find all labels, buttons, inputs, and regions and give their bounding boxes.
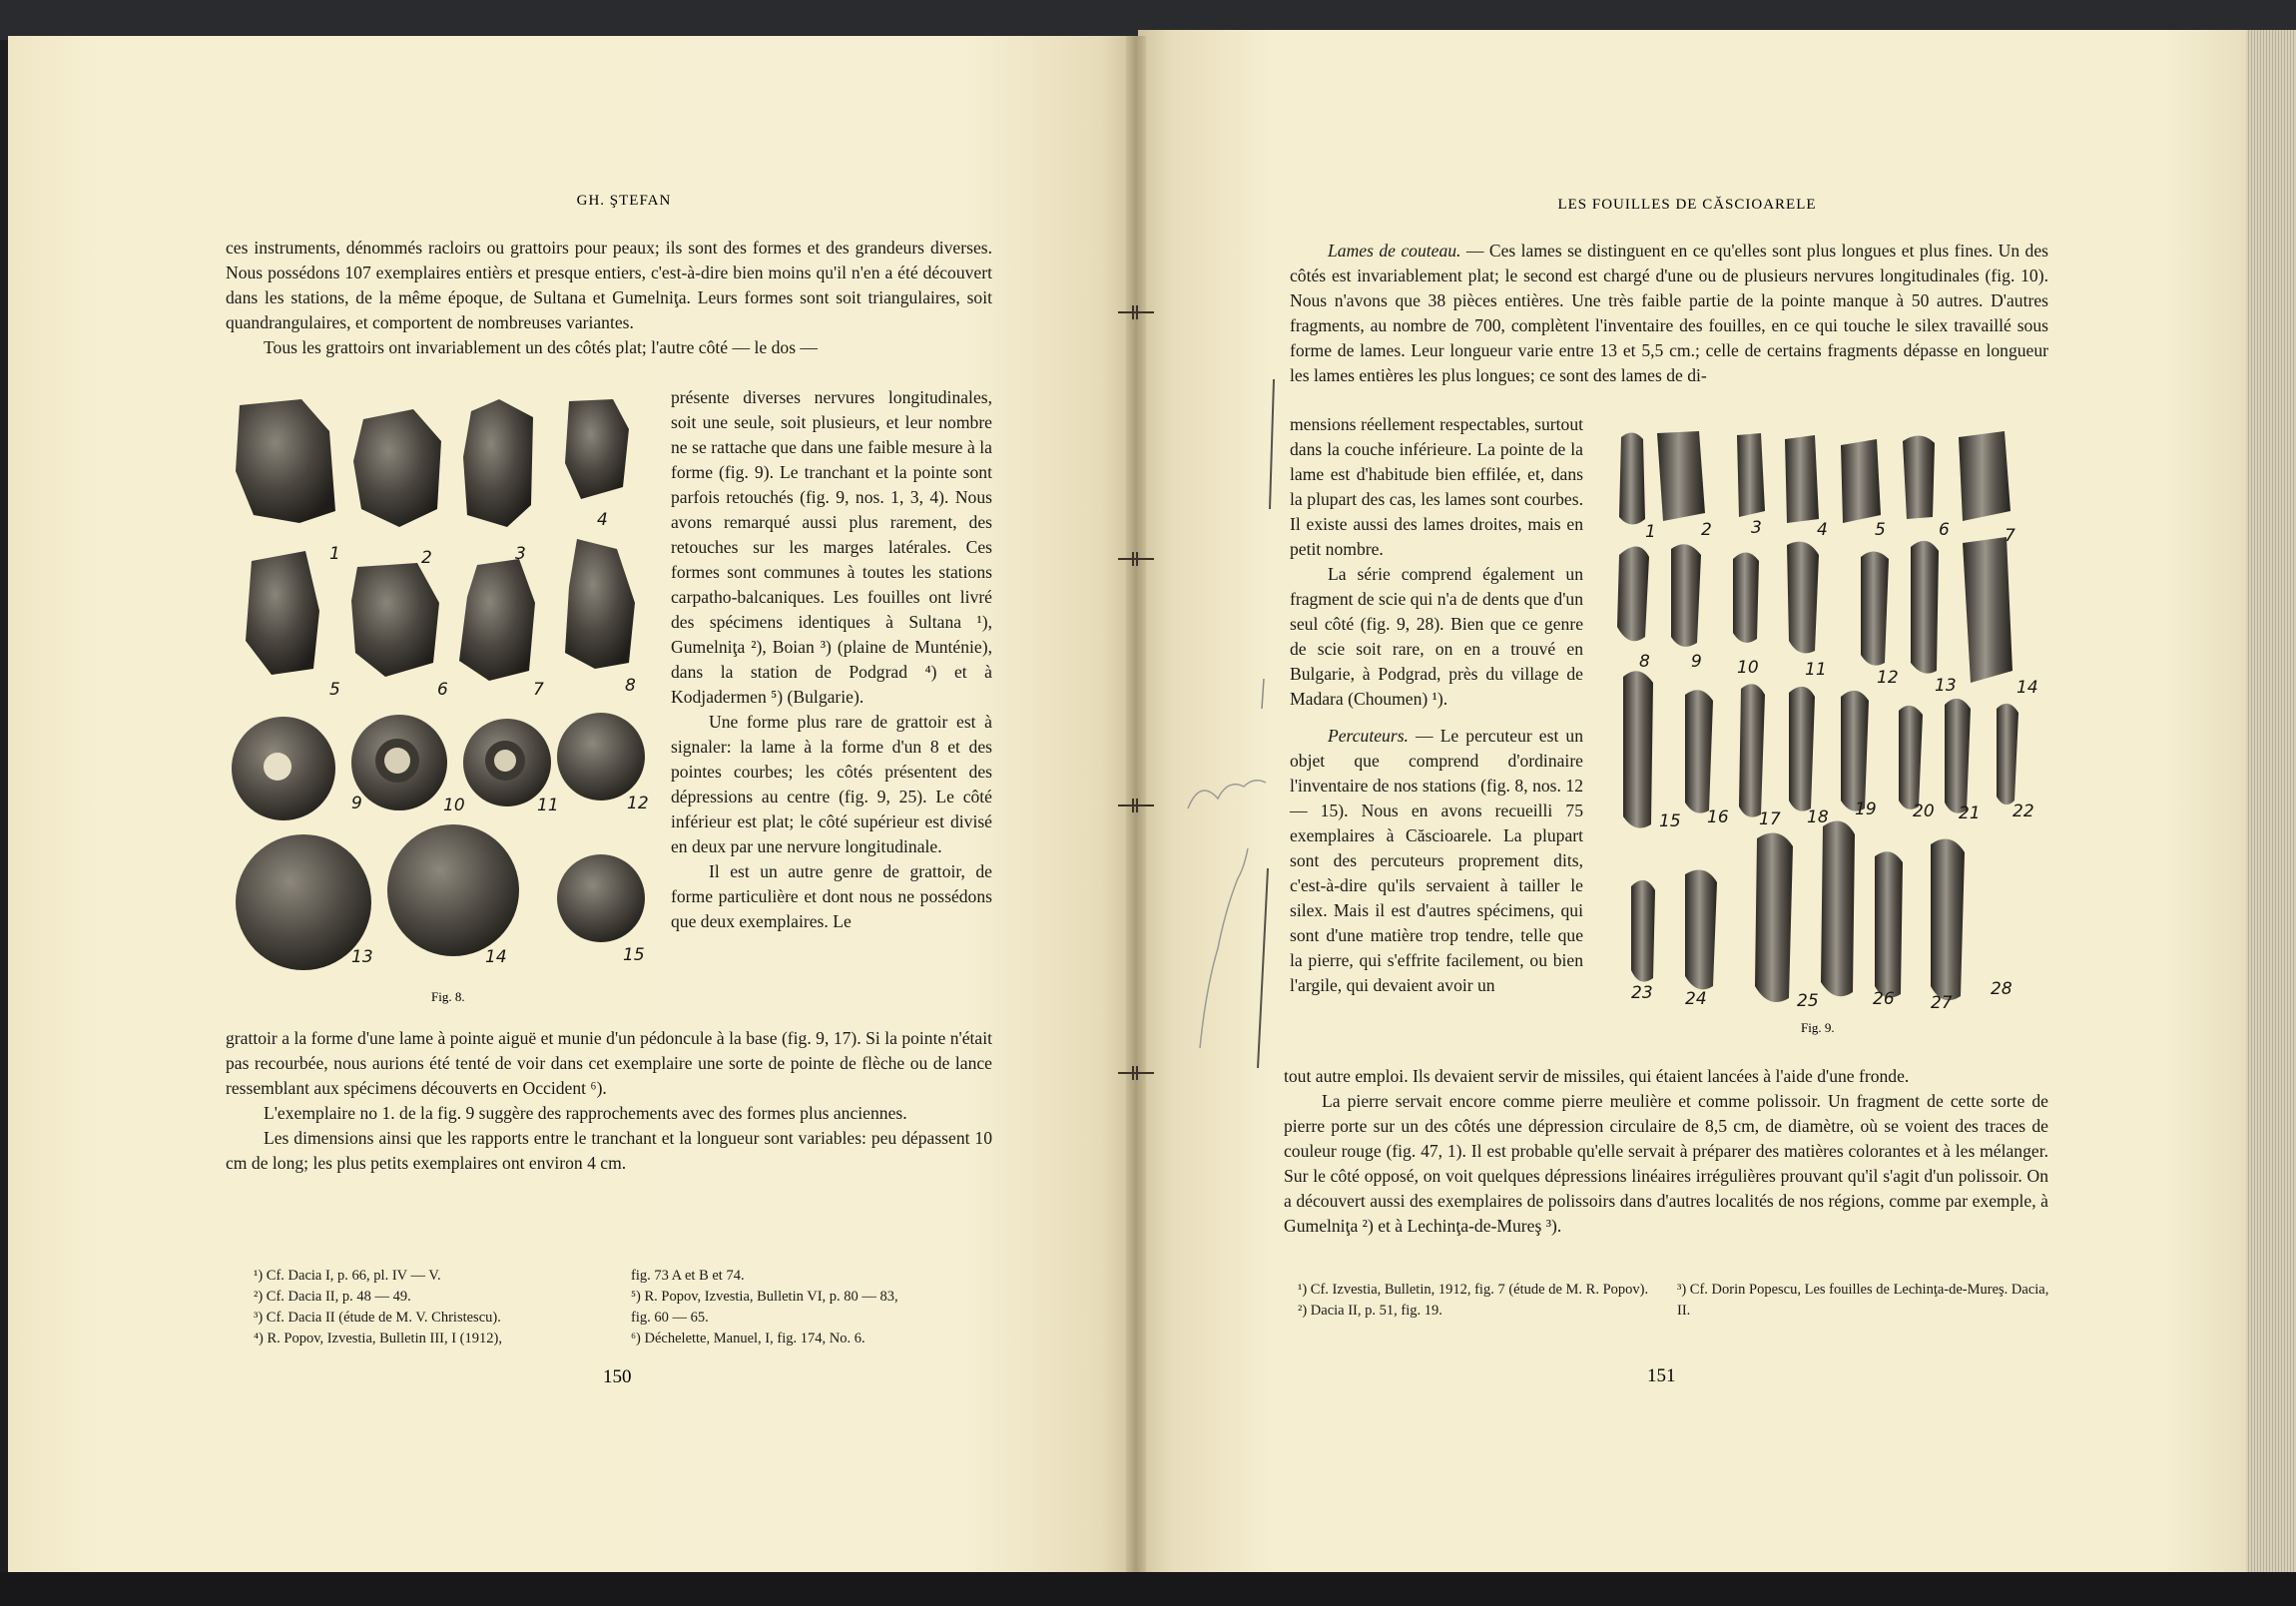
right-footnotes-col-2 [1677,1280,2056,1322]
binding-stitch [1116,1066,1156,1080]
figure-number: 8 [625,676,636,696]
figure-number: 9 [351,794,362,813]
scraper-row-2 [246,539,635,681]
figure-number: 6 [1939,520,1950,540]
paragraph: La série comprend également un fragment de scie qui n'a de dents que d'un seul côté (fig. 9, 28). Bien que ce genre de scie soit rare, on en a trouvé en Bulgarie, à Podgrad, près du village de Madara (Choumen) ¹). [1290,564,1583,709]
footnote: ⁵) R. Popov, Izvestia, Bulletin VI, p. 80 — 83, [631,1289,898,1305]
figure-number: 14 [485,947,507,967]
right-intro-text [1290,239,2048,388]
figure-number: 12 [1877,668,1899,688]
figure-number: 1 [329,544,340,564]
figure-number: 20 [1913,802,1935,821]
section-title-percuteurs: Percuteurs. [1328,726,1409,746]
paragraph: mensions réellement respectables, surtout dans la couche inférieure. La pointe de la lame est d'habitude bien effilée, et, dans la plupart des cas, les lames sont courbes. Il existe aussi des lames droites, mais en petit nombre. [1290,414,1583,559]
section-title-lames: Lames de couteau. [1328,241,1461,261]
figure-8-plate [232,391,651,1000]
binding-stitch [1116,552,1156,566]
paragraph: L'exemplaire no 1. de la fig. 9 suggère des rapprochements avec des formes plus anciennes. [264,1103,907,1123]
pencil-marginalia [1178,379,1298,1078]
figure-number: 23 [1631,983,1653,1003]
figure-number: 2 [1701,520,1712,540]
paragraph: Il est un autre genre de grattoir, de forme particulière et dont nous ne possédons que deux exemplaires. Le [671,861,992,931]
figure-number: 13 [1935,676,1957,696]
footnote: ³) Cf. Dacia II (étude de M. V. Christescu). [254,1310,501,1326]
paragraph: Tous les grattoirs ont invariablement un des côtés plat; l'autre côté — le dos — [264,337,819,357]
figure-number: 2 [421,548,432,568]
figure-number: 28 [1991,979,2012,999]
paragraph: tout autre emploi. Ils devaient servir de missiles, qui étaient lancées à l'aide d'une fronde. [1284,1066,1910,1086]
figure-number: 12 [627,794,649,813]
figure-number: 1 [1645,522,1656,542]
footnote: fig. 60 — 65. [631,1310,709,1326]
left-intro-text [226,236,992,360]
figure-number: 7 [533,680,544,700]
paragraph: — Le percuteur est un objet que comprend d'ordinaire l'inventaire de nos stations (fig. 8, nos. 12 — 15). Nous en avons recueilli 75 exemplaires à Căscioarele. La plupart sont des percuteurs proprement dits, c'est-à-dire qu'ils servaient à tailler le silex. Mais il est d'autres spécimens, qui sont d'une matière trop tendre, telle que la pierre, qui s'effrite facilement, ou bien l'argile, qui devaient avoir un [1290,726,1583,995]
figure-number: 11 [537,796,559,815]
figure-number: 13 [351,947,373,967]
footnote: ⁶) Déchelette, Manuel, I, fig. 174, No. 6. [631,1331,865,1346]
figure-number: 10 [443,796,465,815]
paragraph: ces instruments, dénommés racloirs ou grattoirs pour peaux; ils sont des formes et des grandeurs diverses. Nous possédons 107 exemplaires entièrs et presque entiers, c'est-à-dire bien moins qu'il n'en a été découvert dans les stations, de la même époque, de Sultana et Gumelniţa. Leurs formes sont soit triangulaires, soit quandrangulaires, et comportent de nombreuses variantes. [226,238,992,332]
footnote: fig. 73 A et B et 74. [631,1268,745,1284]
figure-number: 24 [1685,989,1707,1009]
figure-number: 6 [437,680,448,700]
paragraph: — Ces lames se distinguent en ce qu'elles sont plus longues et plus fines. Un des côtés est invariablement plat; le second est chargé d'une ou de plusieurs nervures longitudinales (fig. 10). Nous n'avons que 38 pièces entières. Une très faible partie de la pointe manque à 50 autres. D'autres fragments, au nombre de 700, complètent l'inventaire des fouilles, en ce qui touche le silex travaillé sous forme de lames. Leur longueur varie entre 13 et 5,5 cm.; celle de certains fragments dépasse en longueur les lames entières les plus longues; ce sont des lames de di- [1290,241,2048,385]
figure-number: 11 [1805,660,1827,680]
paragraph: Une forme plus rare de grattoir est à signaler: la lame à la forme d'un 8 et des pointes courbes; les côtés présentent des dépressions au centre (fig. 9, 25). Le côté inférieur est plat; le côté supérieur est divisé en deux par une nervure longitudinale. [671,712,992,856]
footnote: ²) Dacia II, p. 51, fig. 19. [1298,1303,1442,1319]
binding-stitch [1116,305,1156,319]
left-side-text [671,385,992,934]
figure-number: 8 [1639,652,1650,672]
book-cover-bottom [0,1572,2296,1606]
figure-8-caption: Fig. 8. [431,989,465,1004]
ring-stones [232,713,645,820]
figure-number: 5 [329,680,340,700]
paragraph: présente diverses nervures longitudinales, soit une seule, soit plusieurs, et leur nombre ne se rattache que dans une faible mesure à la forme (fig. 9). Le tranchant et la pointe sont parfois retouchés (fig. 9, nos. 1, 3, 4). Nous avons remarqué aussi plus rarement, des retouches sur les marges latérales. Ces formes sont communes à toutes les stations carpatho-balcaniques. Les fouilles ont livré des spécimens identiques à Sultana ¹), Gumelniţa ²), Boian ³) (plaine de Munténie), dans la station de Podgrad ⁴) et à Kodjadermen ⁵) (Bulgarie). [671,387,992,707]
footnote: ⁴) R. Popov, Izvestia, Bulletin III, I (1912), [254,1331,502,1346]
left-footnotes-col-2 [631,1266,1010,1349]
blade-row-4 [1631,821,1965,1002]
figure-number: 16 [1707,807,1729,827]
page-edges [2246,30,2296,1587]
page-number-right: 151 [1647,1365,1676,1386]
figure-number: 7 [2005,526,2015,546]
right-lower-text [1284,1064,2048,1239]
figure-number: 9 [1691,652,1702,672]
footnote: ³) Cf. Dorin Popescu, Les fouilles de Lechinţa-de-Mureş. Dacia, II. [1677,1282,2049,1319]
running-head-left: GH. ŞTEFAN [576,193,672,209]
hammerstones [236,824,645,970]
footnote: ²) Cf. Dacia II, p. 48 — 49. [254,1289,411,1305]
figure-number: 14 [2016,678,2038,698]
figure-number: 17 [1759,809,1781,829]
blade-row-1 [1619,431,2010,525]
figure-number: 27 [1931,993,1953,1013]
right-side-text [1290,412,1583,998]
figure-number: 4 [1817,520,1828,540]
figure-number: 5 [1875,520,1886,540]
binding-stitch [1116,799,1156,812]
figure-number: 21 [1959,803,1981,823]
right-footnotes-col-1 [1298,1280,1667,1322]
figure-9-caption: Fig. 9. [1801,1020,1835,1035]
figure-number: 3 [515,544,526,564]
footnote: ¹) Cf. Izvestia, Bulletin, 1912, fig. 7 (étude de M. R. Popov). [1298,1282,1649,1298]
left-footnotes-col-1 [254,1266,603,1349]
figure-number: 15 [1659,811,1681,831]
figure-number: 15 [623,945,645,965]
figure-9-plate [1609,427,2038,1022]
page-number-left: 150 [603,1366,632,1387]
figure-number: 3 [1751,518,1762,538]
figure-number: 22 [2012,802,2034,821]
paragraph: Les dimensions ainsi que les rapports entre le tranchant et la longueur sont variables: peu dépassent 10 cm de long; les plus petits exemplaires ont environ 4 cm. [226,1128,992,1173]
paragraph: grattoir a la forme d'une lame à pointe aiguë et munie d'un pédoncule à la base (fig. 9, 17). Si la pointe n'était pas recourbée, nous aurions été tenté de voir dans cet exemplaire une sorte de pointe de flèche ou de lance ressemblant aux spécimens découverts en Occident ⁶). [226,1028,992,1098]
figure-number: 4 [597,510,608,530]
figure-number: 10 [1737,658,1759,678]
figure-number: 25 [1797,991,1819,1011]
figure-number: 26 [1873,989,1895,1009]
running-head-right: LES FOUILLES DE CĂSCIOARELE [1557,197,1817,213]
left-lower-text [226,1026,992,1176]
paragraph: La pierre servait encore comme pierre meulière et comme polissoir. Un fragment de cette sorte de pierre porte sur un des côtés une dépression circulaire de 8,5 cm, de diamètre, où se voient des traces de couleur rouge (fig. 47, 1). Il est probable qu'elle servait à préparer des matières colorantes et à les mélanger. Sur le côté opposé, on voit quelques dépressions linéaires irrégulières prouvant qu'il s'agit d'un polissoir. On a découvert aussi des exemplaires de polissoirs dans d'autres localités de nos régions, comme par exemple, à Gumelniţa ²) et à Lechinţa-de-Mureş ³). [1284,1091,2048,1236]
footnote: ¹) Cf. Dacia I, p. 66, pl. IV — V. [254,1268,441,1284]
figure-number: 19 [1855,800,1877,819]
scraper-row-1 [236,399,629,527]
figure-number: 18 [1807,807,1829,827]
